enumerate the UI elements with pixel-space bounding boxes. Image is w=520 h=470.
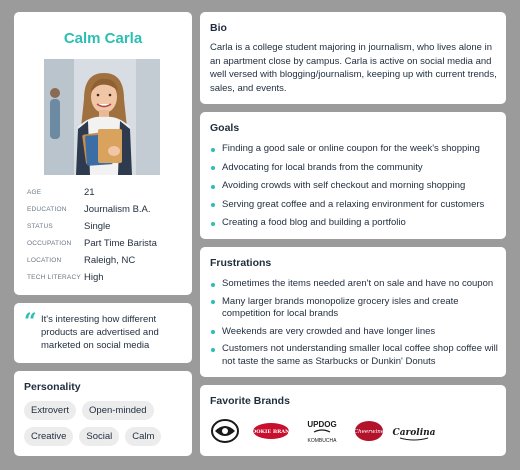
detail-label: AGE: [27, 189, 42, 196]
goal-item: [210, 217, 502, 230]
frustration-item: [210, 343, 502, 368]
persona-name: Calm Carla: [63, 30, 143, 47]
goals-card: [200, 112, 506, 239]
personality-tag: Open-minded: [82, 401, 154, 420]
quote-mark-icon: “: [24, 309, 37, 335]
goal-item: [210, 162, 502, 175]
detail-row-education: [27, 201, 187, 218]
bullet-dot-icon: [211, 148, 215, 152]
frustrations-list: [210, 278, 502, 373]
dog-kombucha-top-text: UPDOG: [307, 420, 337, 429]
goal-item: [210, 199, 502, 212]
frustrations-title: Frustrations: [210, 257, 272, 269]
bio-card: [200, 12, 506, 104]
detail-label: STATUS: [27, 223, 53, 230]
detail-label: OCCUPATION: [27, 240, 72, 247]
detail-row-location: [27, 252, 187, 269]
goal-text: Avoiding crowds with self checkout and morning shopping: [222, 180, 466, 191]
bullet-dot-icon: [211, 203, 215, 207]
personality-tag: Calm: [125, 427, 161, 446]
frustration-text: Many larger brands monopolize grocery isles and create competition for local brands: [222, 295, 459, 319]
bullet-dot-icon: [211, 185, 215, 189]
bullet-dot-icon: [211, 166, 215, 170]
personality-tag: Extrovert: [24, 401, 76, 420]
detail-value: High: [84, 272, 104, 283]
bio-title: Bio: [210, 22, 227, 34]
cookie-brand-text: COOKIE BRAND: [247, 429, 295, 435]
crest-brand-logo: [210, 418, 240, 444]
detail-value: Part Time Barista: [84, 238, 157, 249]
personality-tag: Creative: [24, 427, 73, 446]
carolina-logo: [392, 419, 436, 443]
frustration-text: Customers not understanding smaller local coffee shop coffee will not taste the same as Starbucks or Dunkin' Donuts: [222, 343, 498, 367]
brands-title: Favorite Brands: [210, 395, 290, 407]
goals-title: Goals: [210, 122, 240, 134]
detail-value: Journalism B.A.: [84, 204, 151, 215]
profile-card: [14, 12, 192, 295]
tag-row: [24, 401, 189, 420]
detail-row-tech-literacy: [27, 269, 187, 286]
goal-item: [210, 180, 502, 193]
detail-label: LOCATION: [27, 257, 62, 264]
personality-tags: [24, 401, 189, 453]
goal-item: [210, 143, 502, 156]
goal-text: Serving great coffee and a relaxing environment for customers: [222, 198, 485, 210]
quote-card: [14, 303, 192, 363]
bullet-dot-icon: [211, 348, 215, 352]
goal-text: Advocating for local brands from the community: [222, 161, 423, 173]
bio-text: Carla is a college student majoring in journalism, who lives alone in an apartment close by campus. Carla is active on social media and well versed with blogging/journalism, keeping up with current trends, sales, and events.: [210, 42, 497, 94]
bullet-dot-icon: [211, 330, 215, 334]
cheerwine-logo: [354, 419, 384, 443]
bullet-dot-icon: [211, 300, 215, 304]
personality-tag: Social: [79, 427, 119, 446]
goal-text: Creating a food blog and building a portfolio: [222, 217, 406, 228]
detail-value: Raleigh, NC: [84, 255, 136, 266]
frustration-item: [210, 296, 502, 321]
detail-label: EDUCATION: [27, 206, 67, 213]
brands-card: [200, 385, 506, 456]
cheerwine-text: Cheerwine: [353, 429, 385, 435]
tag-row: [24, 427, 189, 446]
bullet-dot-icon: [211, 283, 215, 287]
detail-row-occupation: [27, 235, 187, 252]
frustration-text: Weekends are very crowded and have longer lines: [222, 325, 436, 337]
brand-logos: [210, 415, 500, 447]
detail-row-age: [27, 184, 187, 201]
frustration-text: Sometimes the items needed aren't on sale and have no coupon: [222, 278, 494, 289]
detail-value: Single: [84, 221, 111, 232]
frustration-item: [210, 278, 502, 291]
detail-value: 21: [84, 187, 95, 198]
goal-text: Finding a good sale or online coupon for the week's shopping: [222, 143, 480, 154]
goals-list: [210, 143, 502, 236]
detail-row-status: [27, 218, 187, 235]
dog-kombucha-logo: [302, 416, 342, 446]
carolina-text: Carolina: [392, 428, 436, 438]
frustrations-card: [200, 247, 506, 377]
detail-label: TECH LITERACY: [27, 274, 81, 281]
bullet-dot-icon: [211, 222, 215, 226]
persona-details: [27, 184, 187, 286]
personality-title: Personality: [24, 381, 81, 393]
dog-kombucha-bottom-text: KOMBUCHA: [307, 438, 337, 444]
quote-text: It's interesting how different products are advertised and marketed on social media: [41, 314, 159, 351]
persona-photo: [44, 59, 160, 175]
frustration-item: [210, 326, 502, 339]
personality-card: [14, 371, 192, 456]
cookie-brand-logo: [247, 421, 295, 441]
persona-photo-image: [44, 59, 160, 175]
